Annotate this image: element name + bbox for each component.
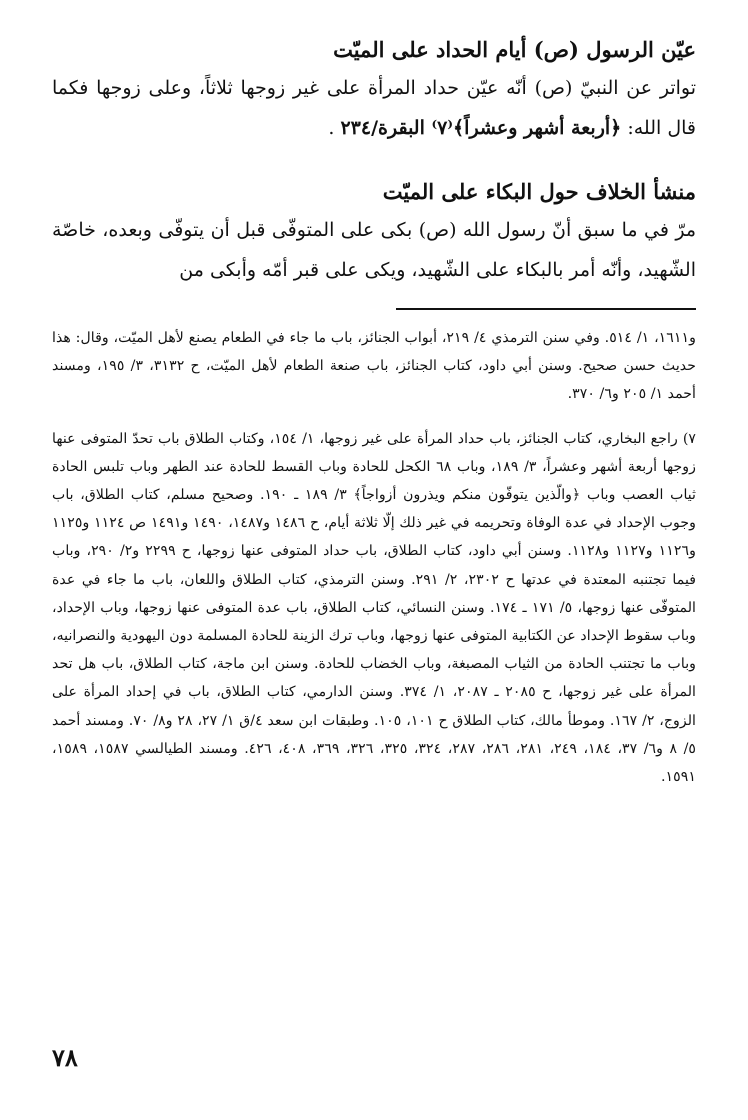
book-page — [52, 28, 696, 1100]
paragraph-text: تواتر عن النبيّ (ص) أنّه عيّن حداد المرأة على غير زوجها ثلاثاً، وعلى زوجها فكما قال الله: — [52, 77, 696, 139]
footnote-7: ٧) راجع البخاري، كتاب الجنائز، باب حداد المرأة على غير زوجها، ١/ ١٥٤، وكتاب الطلاق باب تحدّ المتوفى عنها زوجها أربعة أشهر وعشراً، ٣/ ١٨٩، وباب ٦٨ الكحل للحادة وباب القسط للحادة عند الطهر وباب تلبس الحادة ثياب العصب وباب ﴿والّذين يتوفّون منكم ويذرون أزواجاً﴾ ٣/ ١٨٩ ـ ١٩٠. وصحيح مسلم، كتاب الطلاق، باب وجوب الإحداد في عدة الوفاة وتحريمه في غير ذلك إلّا ثلاثة أيام، ح ١٤٨٦ و١٤٨٧، ١٤٩٠ و١٤٩١ ص ١١٢٤ و١١٢٥ و١١٢٦ و١١٢٧ و١١٢٨. وسنن أبي داود، كتاب الطلاق، باب حداد المتوفى عنها زوجها، ح ٢٢٩٩ و٢/ ٢٩٠، وباب فيما تجتنبه المعتدة في عدتها ح ٢٣٠٢، ٢/ ٢٩١. وسنن الترمذي، كتاب الطلاق واللعان، باب ما جاء في عدة المتوفّى عنها زوجها، ٥/ ١٧١ ـ ١٧٤. وسنن النسائي، كتاب الطلاق، باب عدة المتوفى عنها زوجها، وباب الإحداد، وباب سقوط الإحداد عن الكتابية المتوفى عنها زوجها، وباب ترك الزينة للحادة المسلمة دون اليهودية والنصرانيه، وباب ما تجتنب الحادة من الثياب المصبغة، وباب الخضاب للحادة. وسنن ابن ماجة، كتاب الطلاق، باب هل تحد المرأة على غير زوجها، ح ٢٠٨٥ ـ ٢٠٨٧، ١/ ٣٧٤. وسنن الدارمي، كتاب الطلاق، باب في إحداد المرأة على الزوج، ٢/ ١٦٧. وموطأ مالك، كتاب الطلاق ح ١٠١، ١٠٥. وطبقات ابن سعد ٤/ق ١/ ٢٧، ٢٨ و٨/ ٧٠. ومسند أحمد ٥/ ٨ و٦/ ٣٧، ١٨٤، ٢٤٩، ٢٨١، ٢٨٦، ٢٨٧، ٣٢٤، ٣٢٥، ٣٢٦، ٣٦٩، ٤٠٨، ٤٢٦. ومسند الطيالسي ١٥٨٧، ١٥٨٩، ١٥٩١. — [52, 430, 697, 786]
footnote-continued: و١٦١١، ١/ ٥١٤. وفي سنن الترمذي ٤/ ٢١٩، أبواب الجنائز، باب ما جاء في الطعام يصنع لأهل الميّت، وقال: هذا حديث حسن صحيح. وسنن أبي داود، كتاب الجنائز، باب صنعة الطعام لأهل الميّت، ح ٣١٣٢، ٣/ ١٩٥، ومسند أحمد ١/ ٢٠٥ و٦/ ٣٧٠. — [52, 330, 697, 403]
footnote-gap — [52, 409, 696, 425]
footnote-separator — [396, 308, 696, 310]
paragraph-mourning-days — [52, 68, 696, 148]
page-number: ٧٨ — [52, 1043, 78, 1072]
section-heading-weeping-dispute: منشأ الخلاف حول البكاء على الميّت — [382, 179, 696, 204]
paragraph-end: . — [328, 117, 341, 139]
paragraph-weeping-dispute: مرّ في ما سبق أنّ رسول الله (ص) بكى على المتوفّى قبل أن يتوفّى وبعده، خاصّة الشّهيد، وأنّه أمر بالبكاء على الشّهيد، ويكى على قبر أمّه وأبكى من — [52, 219, 696, 281]
quran-quote: ﴿أربعة أشهر وعشراً﴾⁽٧⁾ البقرة/٢٣٤ — [340, 117, 622, 139]
section-heading-mourning-days: عيّن الرسول (ص) أيام الحداد على الميّت — [333, 37, 696, 62]
